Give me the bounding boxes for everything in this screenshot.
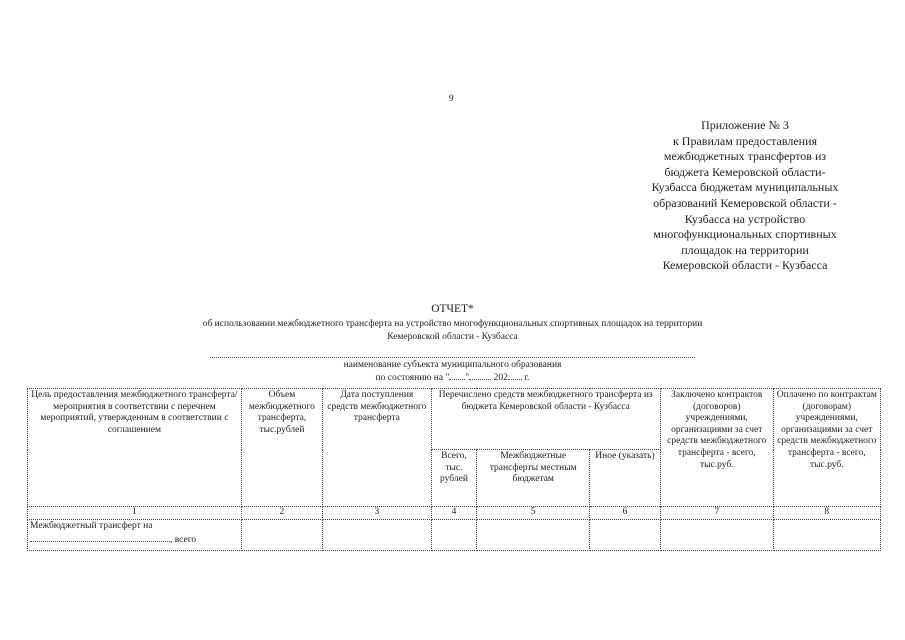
row-label-line2	[30, 533, 239, 547]
report-subtitle-line2: Кемеровской области - Кузбасса	[387, 332, 518, 342]
table-cell	[431, 520, 477, 551]
table-cell	[590, 520, 661, 551]
report-table	[27, 388, 881, 551]
appendix-line: Кузбасса бюджетам муниципальных	[651, 180, 839, 195]
header-receipt-date: Дата поступления средств межбюджетного трансферта	[323, 389, 431, 507]
entity-name-line	[210, 357, 695, 358]
appendix-line: бюджета Кемеровской области-	[664, 164, 826, 179]
date-month-blank	[469, 379, 491, 380]
column-number: 7	[660, 507, 773, 520]
appendix-line: Приложение № 3	[701, 118, 789, 132]
column-number: 3	[323, 507, 431, 520]
report-subtitle-line1: об использовании межбюджетного трансферта на устройство многофункциональных спортивных площадок на территории	[202, 319, 703, 329]
header-other: Иное (указать)	[590, 450, 661, 507]
appendix-line: образований Кемеровской области -	[653, 195, 837, 210]
page-number: 9	[449, 93, 454, 103]
table-cell	[773, 520, 880, 551]
entity-caption: наименование субъекта муниципального образования	[343, 360, 562, 370]
column-number: 1	[28, 507, 242, 520]
report-date-line	[0, 373, 905, 383]
appendix-line: межбюджетных трансфертов из	[663, 149, 827, 164]
row-label-line1: Межбюджетный трансферт на	[30, 521, 153, 531]
report-subtitle	[0, 318, 905, 344]
header-transfer-volume: Объем межбюджетного трансферта, тыс.рублей	[241, 389, 322, 507]
date-year-prefix: 202	[493, 373, 508, 383]
purpose-blank	[30, 533, 170, 542]
row-transfer-label	[28, 520, 242, 551]
appendix-line: площадок на территории	[681, 242, 809, 257]
row-label-total: , всего	[170, 534, 197, 545]
header-local-budgets: Межбюджетные трансферты местным бюджетам	[477, 450, 590, 507]
appendix-line: к Правилам предоставления	[672, 133, 818, 148]
table-cell	[241, 520, 322, 551]
appendix-header	[600, 118, 890, 274]
column-number: 8	[773, 507, 880, 520]
appendix-line: Кемеровской области - Кузбасса	[662, 258, 828, 273]
column-number: 6	[590, 507, 661, 520]
column-number: 2	[241, 507, 322, 520]
date-year-blank	[508, 379, 522, 380]
date-suffix: г.	[524, 373, 530, 383]
appendix-line: Кузбасса на устройство	[684, 211, 806, 226]
column-number: 4	[431, 507, 477, 520]
date-mid: "	[465, 373, 470, 383]
date-day-blank	[449, 379, 465, 380]
table-cell	[323, 520, 431, 551]
table-cell	[660, 520, 773, 551]
table-cell	[477, 520, 590, 551]
appendix-line: многофункциональных спортивных	[653, 227, 837, 242]
header-transferred-group: Перечислено средств межбюджетного трансферта из бюджета Кемеровской области - Кузбасса	[431, 389, 660, 450]
column-number: 5	[477, 507, 590, 520]
date-prefix: по состоянию на "	[375, 373, 450, 383]
header-contracts-concluded: Заключено контрактов (договоров) учреждениями, организациями за счет средств межбюджетного трансферта - всего, тыс.руб.	[660, 389, 773, 507]
header-total: Всего, тыс. рублей	[431, 450, 477, 507]
header-purpose: Цель предоставления межбюджетного трансферта/ мероприятия в соответствии с перечнем мероприятий, утвержденным в соответствии с соглашением	[28, 389, 242, 507]
report-title: ОТЧЕТ*	[431, 303, 474, 315]
header-contracts-paid: Оплачено по контрактам (договорам) учреждениями, организациями за счет средств межбюджетного трансферта - всего, тыс.руб.	[773, 389, 880, 507]
